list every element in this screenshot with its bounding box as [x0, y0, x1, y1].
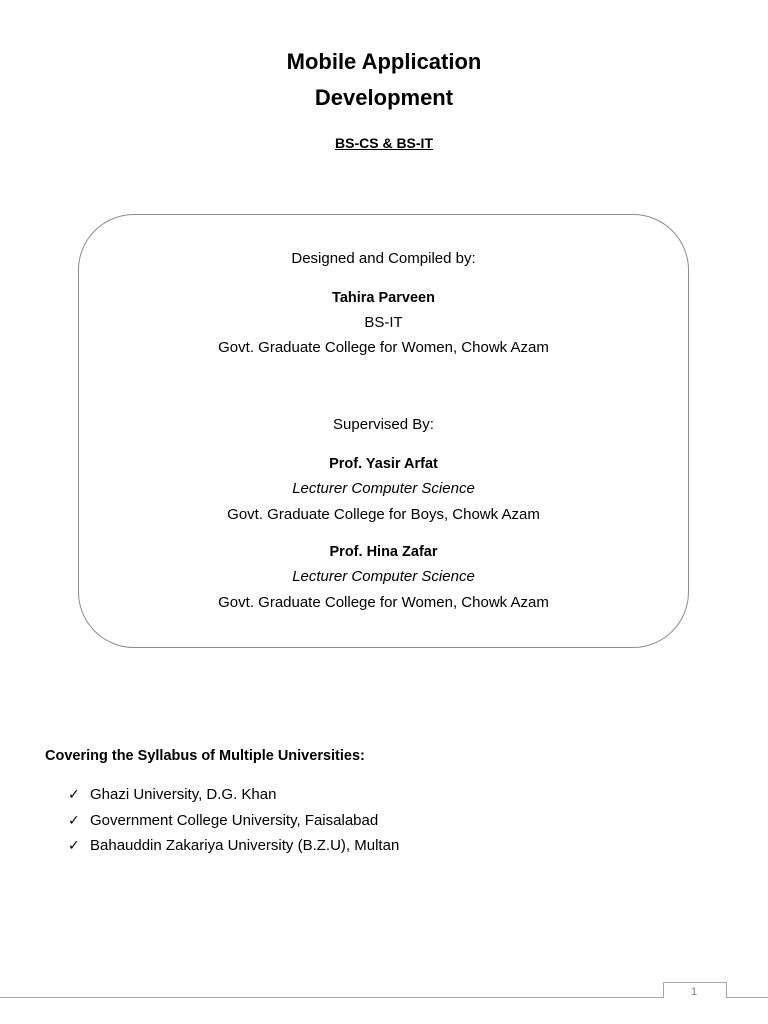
author-college: Govt. Graduate College for Women, Chowk Azam: [218, 339, 549, 356]
author-program: BS-IT: [364, 314, 403, 331]
list-item: [68, 808, 399, 834]
program-subtitle: [0, 133, 768, 153]
supervisor-1-title: Lecturer Computer Science: [292, 480, 475, 497]
university-name: Ghazi University, D.G. Khan: [90, 786, 277, 804]
syllabus-heading: Covering the Syllabus of Multiple Universities:: [45, 748, 365, 764]
supervisor-2-title: Lecturer Computer Science: [292, 568, 475, 585]
footer-divider: [0, 997, 768, 998]
title-line-1: Mobile Application: [286, 49, 482, 74]
list-item: [68, 833, 399, 859]
university-name: Bahauddin Zakariya University (B.Z.U), Multan: [90, 837, 400, 855]
page-title: [0, 44, 768, 116]
university-list: [68, 782, 399, 859]
compiled-by-label: Designed and Compiled by:: [291, 250, 476, 267]
page-number: 1: [690, 986, 698, 998]
checkmark-icon: ✓: [68, 811, 80, 828]
supervised-by-label: Supervised By:: [333, 416, 434, 433]
credits-box: [78, 214, 689, 648]
supervisor-1-college: Govt. Graduate College for Boys, Chowk Azam: [227, 506, 540, 523]
checkmark-icon: ✓: [68, 786, 80, 803]
program-subtitle-text: BS-CS & BS-IT: [335, 135, 433, 151]
supervisor-1-name: Prof. Yasir Arfat: [329, 456, 438, 472]
checkmark-icon: ✓: [68, 837, 80, 854]
title-line-2: Development: [314, 85, 454, 110]
author-name: Tahira Parveen: [332, 290, 435, 306]
supervisor-2-college: Govt. Graduate College for Women, Chowk Azam: [218, 594, 549, 611]
list-item: [68, 782, 399, 808]
university-name: Government College University, Faisalabad: [90, 811, 379, 829]
supervisor-2-name: Prof. Hina Zafar: [329, 544, 438, 560]
